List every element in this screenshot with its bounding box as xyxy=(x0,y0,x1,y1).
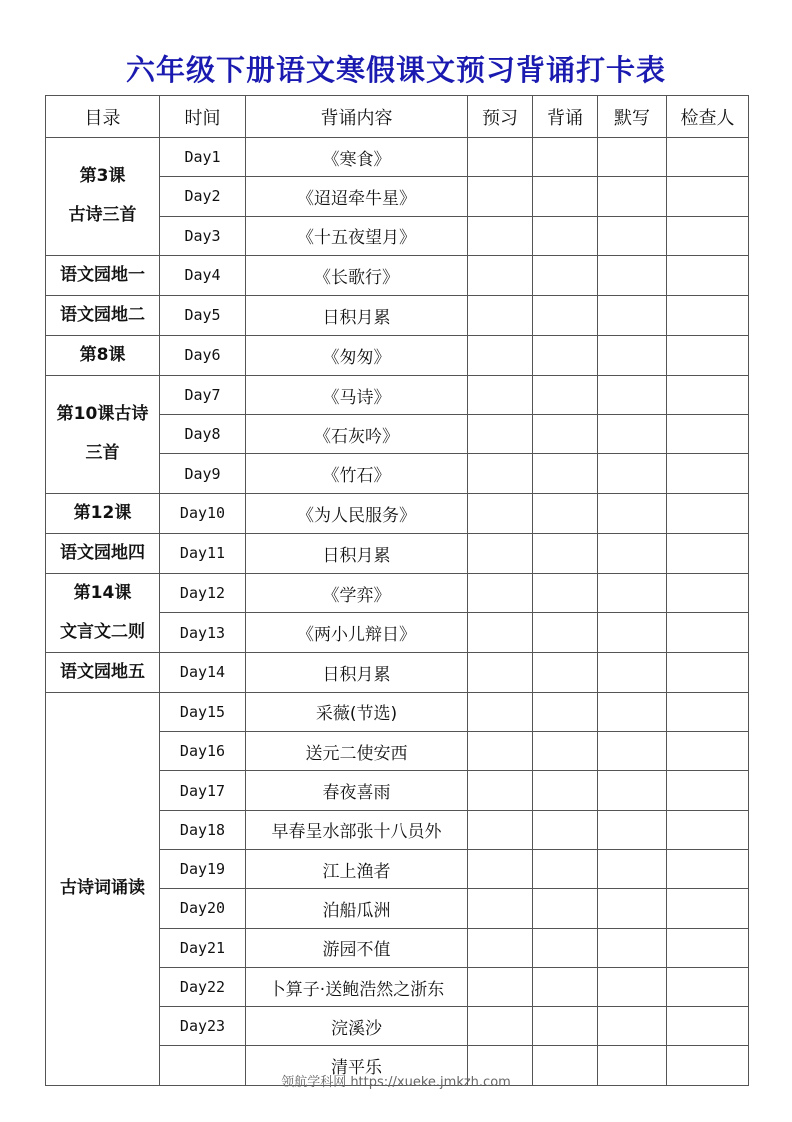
checker-checkbox-cell[interactable] xyxy=(667,138,749,177)
header-checker: 检查人 xyxy=(667,96,749,138)
dictation-checkbox-cell[interactable] xyxy=(598,177,667,216)
day-cell: Day17 xyxy=(160,771,246,810)
catalog-cell: 语文园地四 xyxy=(46,533,160,573)
header-time: 时间 xyxy=(160,96,246,138)
recite-checkbox-cell[interactable] xyxy=(533,255,598,295)
dictation-checkbox-cell[interactable] xyxy=(598,573,667,613)
content-cell: 《寒食》 xyxy=(246,138,468,177)
checker-checkbox-cell[interactable] xyxy=(667,1007,749,1046)
checker-checkbox-cell[interactable] xyxy=(667,295,749,335)
checker-checkbox-cell[interactable] xyxy=(667,335,749,375)
recite-checkbox-cell[interactable] xyxy=(533,573,598,613)
recite-checkbox-cell[interactable] xyxy=(533,335,598,375)
day-cell: Day21 xyxy=(160,928,246,967)
recite-checkbox-cell[interactable] xyxy=(533,928,598,967)
day-cell: Day22 xyxy=(160,967,246,1006)
catalog-cell: 语文园地一 xyxy=(46,255,160,295)
dictation-checkbox-cell[interactable] xyxy=(598,652,667,692)
preview-checkbox-cell[interactable] xyxy=(468,849,533,888)
content-cell: 清平乐 xyxy=(246,1046,468,1085)
content-cell: 《马诗》 xyxy=(246,375,468,414)
content-cell: 《学弈》 xyxy=(246,573,468,613)
dictation-checkbox-cell[interactable] xyxy=(598,1007,667,1046)
day-cell: Day2 xyxy=(160,177,246,216)
dictation-checkbox-cell[interactable] xyxy=(598,732,667,771)
content-cell: 《迢迢牵牛星》 xyxy=(246,177,468,216)
preview-checkbox-cell[interactable] xyxy=(468,177,533,216)
table-row xyxy=(46,493,749,533)
checkin-table xyxy=(45,95,749,1086)
checker-checkbox-cell[interactable] xyxy=(667,613,749,653)
day-cell: Day1 xyxy=(160,138,246,177)
dictation-checkbox-cell[interactable] xyxy=(598,375,667,414)
content-cell: 《石灰吟》 xyxy=(246,415,468,454)
table-row xyxy=(46,335,749,375)
content-cell: 《匆匆》 xyxy=(246,335,468,375)
content-cell: 《十五夜望月》 xyxy=(246,216,468,255)
header-content: 背诵内容 xyxy=(246,96,468,138)
dictation-checkbox-cell[interactable] xyxy=(598,415,667,454)
preview-checkbox-cell[interactable] xyxy=(468,216,533,255)
dictation-checkbox-cell[interactable] xyxy=(598,967,667,1006)
checker-checkbox-cell[interactable] xyxy=(667,771,749,810)
recite-checkbox-cell[interactable] xyxy=(533,375,598,414)
preview-checkbox-cell[interactable] xyxy=(468,613,533,653)
recite-checkbox-cell[interactable] xyxy=(533,493,598,533)
table-row xyxy=(46,573,749,613)
day-cell: Day10 xyxy=(160,493,246,533)
content-cell: 日积月累 xyxy=(246,533,468,573)
day-cell: Day18 xyxy=(160,810,246,849)
preview-checkbox-cell[interactable] xyxy=(468,810,533,849)
table-row xyxy=(46,295,749,335)
content-cell: 泊船瓜洲 xyxy=(246,889,468,928)
preview-checkbox-cell[interactable] xyxy=(468,771,533,810)
day-cell: Day12 xyxy=(160,573,246,613)
checker-checkbox-cell[interactable] xyxy=(667,573,749,613)
dictation-checkbox-cell[interactable] xyxy=(598,692,667,731)
recite-checkbox-cell[interactable] xyxy=(533,533,598,573)
catalog-cell: 第8课 xyxy=(46,335,160,375)
day-cell: Day8 xyxy=(160,415,246,454)
checker-checkbox-cell[interactable] xyxy=(667,177,749,216)
day-cell: Day7 xyxy=(160,375,246,414)
content-cell: 《长歌行》 xyxy=(246,255,468,295)
page-title: 六年级下册语文寒假课文预习背诵打卡表 xyxy=(125,53,666,87)
content-cell: 送元二使安西 xyxy=(246,732,468,771)
recite-checkbox-cell[interactable] xyxy=(533,810,598,849)
content-cell: 江上渔者 xyxy=(246,849,468,888)
recite-checkbox-cell[interactable] xyxy=(533,216,598,255)
catalog-cell: 语文园地五 xyxy=(46,652,160,692)
checker-checkbox-cell[interactable] xyxy=(667,415,749,454)
preview-checkbox-cell[interactable] xyxy=(468,533,533,573)
table-row xyxy=(46,692,749,731)
preview-checkbox-cell[interactable] xyxy=(468,335,533,375)
recite-checkbox-cell[interactable] xyxy=(533,295,598,335)
recite-checkbox-cell[interactable] xyxy=(533,454,598,493)
dictation-checkbox-cell[interactable] xyxy=(598,810,667,849)
day-cell: Day13 xyxy=(160,613,246,653)
checker-checkbox-cell[interactable] xyxy=(667,928,749,967)
content-cell: 浣溪沙 xyxy=(246,1007,468,1046)
preview-checkbox-cell[interactable] xyxy=(468,138,533,177)
checker-checkbox-cell[interactable] xyxy=(667,967,749,1006)
checker-checkbox-cell[interactable] xyxy=(667,375,749,414)
header-row xyxy=(46,96,749,138)
preview-checkbox-cell[interactable] xyxy=(468,732,533,771)
checker-checkbox-cell[interactable] xyxy=(667,692,749,731)
catalog-cell: 第12课 xyxy=(46,493,160,533)
checker-checkbox-cell[interactable] xyxy=(667,810,749,849)
day-cell: Day15 xyxy=(160,692,246,731)
day-cell: Day9 xyxy=(160,454,246,493)
checker-checkbox-cell[interactable] xyxy=(667,652,749,692)
catalog-cell: 语文园地二 xyxy=(46,295,160,335)
dictation-checkbox-cell[interactable] xyxy=(598,889,667,928)
content-cell: 游园不值 xyxy=(246,928,468,967)
checker-checkbox-cell[interactable] xyxy=(667,889,749,928)
watermark: 领航学科网 https://xueke.jmkzh.com xyxy=(281,1075,511,1090)
preview-checkbox-cell[interactable] xyxy=(468,295,533,335)
preview-checkbox-cell[interactable] xyxy=(468,255,533,295)
day-cell: Day5 xyxy=(160,295,246,335)
catalog-cell: 第14课 文言文二则 xyxy=(46,573,160,652)
content-cell: 日积月累 xyxy=(246,652,468,692)
preview-checkbox-cell[interactable] xyxy=(468,454,533,493)
content-cell: 早春呈水部张十八员外 xyxy=(246,810,468,849)
day-cell: Day16 xyxy=(160,732,246,771)
preview-checkbox-cell[interactable] xyxy=(468,573,533,613)
dictation-checkbox-cell[interactable] xyxy=(598,138,667,177)
content-cell: 春夜喜雨 xyxy=(246,771,468,810)
recite-checkbox-cell[interactable] xyxy=(533,889,598,928)
recite-checkbox-cell[interactable] xyxy=(533,771,598,810)
recite-checkbox-cell[interactable] xyxy=(533,415,598,454)
checker-checkbox-cell[interactable] xyxy=(667,216,749,255)
header-recite: 背诵 xyxy=(533,96,598,138)
day-cell: Day19 xyxy=(160,849,246,888)
checker-checkbox-cell[interactable] xyxy=(667,849,749,888)
dictation-checkbox-cell[interactable] xyxy=(598,771,667,810)
catalog-cell: 古诗词诵读 xyxy=(46,692,160,1085)
preview-checkbox-cell[interactable] xyxy=(468,1007,533,1046)
day-cell: Day20 xyxy=(160,889,246,928)
table-row xyxy=(46,255,749,295)
checker-checkbox-cell[interactable] xyxy=(667,255,749,295)
preview-checkbox-cell[interactable] xyxy=(468,967,533,1006)
day-cell: Day4 xyxy=(160,255,246,295)
day-cell: Day23 xyxy=(160,1007,246,1046)
preview-checkbox-cell[interactable] xyxy=(468,493,533,533)
preview-checkbox-cell[interactable] xyxy=(468,928,533,967)
recite-checkbox-cell[interactable] xyxy=(533,692,598,731)
preview-checkbox-cell[interactable] xyxy=(468,652,533,692)
checker-checkbox-cell[interactable] xyxy=(667,533,749,573)
dictation-checkbox-cell[interactable] xyxy=(598,493,667,533)
recite-checkbox-cell[interactable] xyxy=(533,967,598,1006)
dictation-checkbox-cell[interactable] xyxy=(598,255,667,295)
preview-checkbox-cell[interactable] xyxy=(468,692,533,731)
table-row xyxy=(46,533,749,573)
day-cell: Day14 xyxy=(160,652,246,692)
dictation-checkbox-cell[interactable] xyxy=(598,335,667,375)
recite-checkbox-cell[interactable] xyxy=(533,1007,598,1046)
day-cell: Day3 xyxy=(160,216,246,255)
content-cell: 采薇(节选) xyxy=(246,692,468,731)
dictation-checkbox-cell[interactable] xyxy=(598,216,667,255)
dictation-checkbox-cell[interactable] xyxy=(598,533,667,573)
recite-checkbox-cell[interactable] xyxy=(533,138,598,177)
dictation-checkbox-cell[interactable] xyxy=(598,295,667,335)
catalog-cell: 第10课古诗 三首 xyxy=(46,375,160,493)
content-cell: 《为人民服务》 xyxy=(246,493,468,533)
day-cell: Day11 xyxy=(160,533,246,573)
content-cell: 《竹石》 xyxy=(246,454,468,493)
recite-checkbox-cell[interactable] xyxy=(533,732,598,771)
dictation-checkbox-cell[interactable] xyxy=(598,613,667,653)
table-row xyxy=(46,652,749,692)
catalog-cell: 第3课 古诗三首 xyxy=(46,138,160,256)
preview-checkbox-cell[interactable] xyxy=(468,375,533,414)
checker-checkbox-cell[interactable] xyxy=(667,732,749,771)
recite-checkbox-cell[interactable] xyxy=(533,652,598,692)
content-cell: 《两小儿辩日》 xyxy=(246,613,468,653)
recite-checkbox-cell[interactable] xyxy=(533,849,598,888)
header-preview: 预习 xyxy=(468,96,533,138)
content-cell: 日积月累 xyxy=(246,295,468,335)
checker-checkbox-cell[interactable] xyxy=(667,454,749,493)
preview-checkbox-cell[interactable] xyxy=(468,889,533,928)
header-dictation: 默写 xyxy=(598,96,667,138)
day-cell: Day6 xyxy=(160,335,246,375)
content-cell: 卜算子·送鲍浩然之浙东 xyxy=(246,967,468,1006)
table-row xyxy=(46,375,749,414)
dictation-checkbox-cell[interactable] xyxy=(598,849,667,888)
dictation-checkbox-cell[interactable] xyxy=(598,454,667,493)
recite-checkbox-cell[interactable] xyxy=(533,177,598,216)
preview-checkbox-cell[interactable] xyxy=(468,415,533,454)
dictation-checkbox-cell[interactable] xyxy=(598,928,667,967)
header-catalog: 目录 xyxy=(46,96,160,138)
recite-checkbox-cell[interactable] xyxy=(533,613,598,653)
checker-checkbox-cell[interactable] xyxy=(667,493,749,533)
table-row xyxy=(46,138,749,177)
